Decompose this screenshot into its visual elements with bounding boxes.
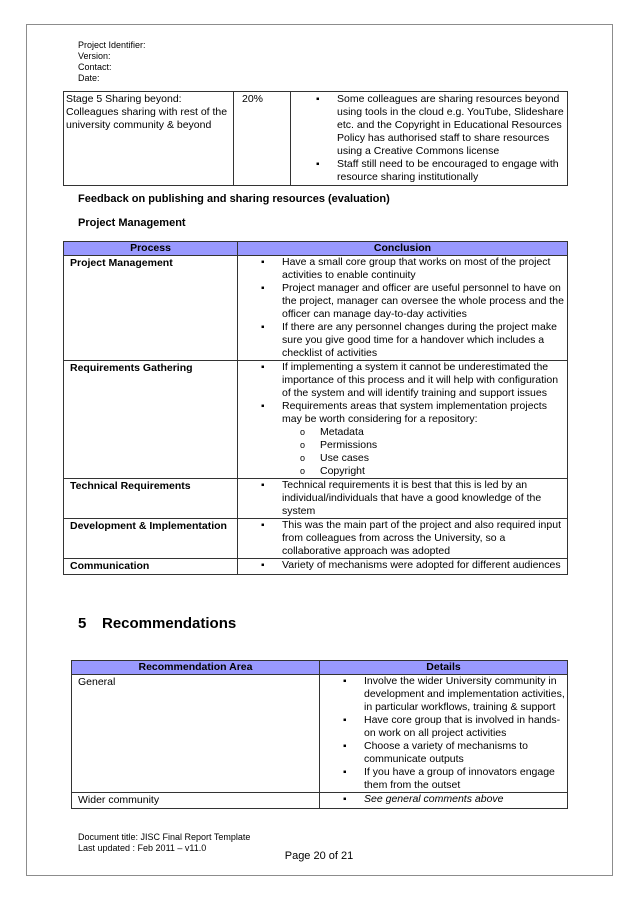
table-row	[64, 559, 568, 575]
column-header-area: Recommendation Area	[72, 661, 320, 675]
project-management-heading: Project Management	[78, 217, 186, 229]
details-cell	[320, 793, 568, 809]
sub-list-item: o Use cases	[282, 452, 567, 465]
column-header-conclusion: Conclusion	[238, 242, 568, 256]
process-cell: Technical Requirements	[64, 479, 238, 519]
sub-list-item: o Metadata	[282, 426, 567, 439]
list-item: ▪ If there are any personnel changes during the project make sure you give good time for a handover which includes a checklist of activities	[238, 321, 567, 360]
area-cell: General	[72, 675, 320, 793]
table-header-row	[64, 242, 568, 256]
section-heading	[78, 615, 236, 632]
stage-details	[291, 92, 568, 186]
details-cell	[320, 675, 568, 793]
table-row	[64, 92, 568, 186]
process-cell: Requirements Gathering	[64, 361, 238, 479]
footer-doc-title: Document title: JISC Final Report Template	[78, 832, 251, 842]
header-date: Date:	[78, 73, 100, 83]
stage-percent: 20%	[234, 92, 291, 186]
list-item: ▪ Some colleagues are sharing resources beyond using tools in the cloud e.g. YouTube, Slideshare etc. and the Copyright in Educational Resources Policy has authorised staff to share resources using a Creative Commons license	[293, 93, 565, 158]
list-item: ▪ Involve the wider University community in development and implementation activities, in particular workflows, training & support	[320, 675, 567, 714]
table-row	[64, 361, 568, 479]
sub-list-item: o Copyright	[282, 465, 567, 478]
recommendations-table	[71, 660, 568, 809]
list-item: ▪ Have core group that is involved in hands-on work on all project activities	[320, 714, 567, 740]
column-header-details: Details	[320, 661, 568, 675]
table-row	[72, 675, 568, 793]
table-row	[64, 256, 568, 361]
list-item: ▪ Requirements areas that system implementation projects may be worth considering for a repository:	[238, 400, 567, 426]
conclusion-cell	[238, 479, 568, 519]
feedback-heading: Feedback on publishing and sharing resources (evaluation)	[78, 193, 390, 205]
list-item: ▪ Choose a variety of mechanisms to communicate outputs	[320, 740, 567, 766]
table-row	[64, 479, 568, 519]
list-item: ▪ See general comments above	[320, 793, 567, 806]
process-cell: Project Management	[64, 256, 238, 361]
table-row	[64, 519, 568, 559]
footer-last-updated: Last updated : Feb 2011 – v11.0	[78, 843, 207, 853]
list-item: ▪ If implementing a system it cannot be underestimated the importance of this process and it will help with configuration of the system and will identify training and support issues	[238, 361, 567, 400]
stage-description: Stage 5 Sharing beyond: Colleagues sharing with rest of the university community & beyond	[64, 92, 234, 186]
stage-table	[63, 91, 568, 186]
conclusion-cell	[238, 519, 568, 559]
list-item: ▪ Project manager and officer are useful personnel to have on the project, manager can oversee the whole process and the officer can manage day-to-day activities	[238, 282, 567, 321]
column-header-process: Process	[64, 242, 238, 256]
page-number: Page 20 of 21	[284, 850, 354, 862]
area-cell: Wider community	[72, 793, 320, 809]
section-number: 5	[78, 615, 87, 632]
table-row	[72, 793, 568, 809]
header-project-identifier: Project Identifier:	[78, 40, 146, 50]
header-version: Version:	[78, 51, 111, 61]
header-contact: Contact:	[78, 62, 112, 72]
process-cell: Development & Implementation	[64, 519, 238, 559]
sub-list-item: o Permissions	[282, 439, 567, 452]
list-item: ▪ If you have a group of innovators engage them from the outset	[320, 766, 567, 792]
project-management-table	[63, 241, 568, 575]
list-item: ▪ This was the main part of the project and also required input from colleagues from across the University, so a collaborative approach was adopted	[238, 519, 567, 558]
list-item: ▪ Staff still need to be encouraged to engage with resource sharing institutionally	[293, 158, 565, 184]
list-item: ▪ Have a small core group that works on most of the project activities to enable continuity	[238, 256, 567, 282]
section-title: Recommendations	[102, 615, 237, 632]
process-cell: Communication	[64, 559, 238, 575]
conclusion-cell	[238, 361, 568, 479]
list-item: ▪ Technical requirements it is best that this is led by an individual/individuals that have a good knowledge of the system	[238, 479, 567, 518]
conclusion-cell	[238, 256, 568, 361]
conclusion-cell	[238, 559, 568, 575]
document-header	[78, 40, 146, 84]
table-header-row	[72, 661, 568, 675]
list-item: ▪ Variety of mechanisms were adopted for different audiences	[238, 559, 567, 572]
